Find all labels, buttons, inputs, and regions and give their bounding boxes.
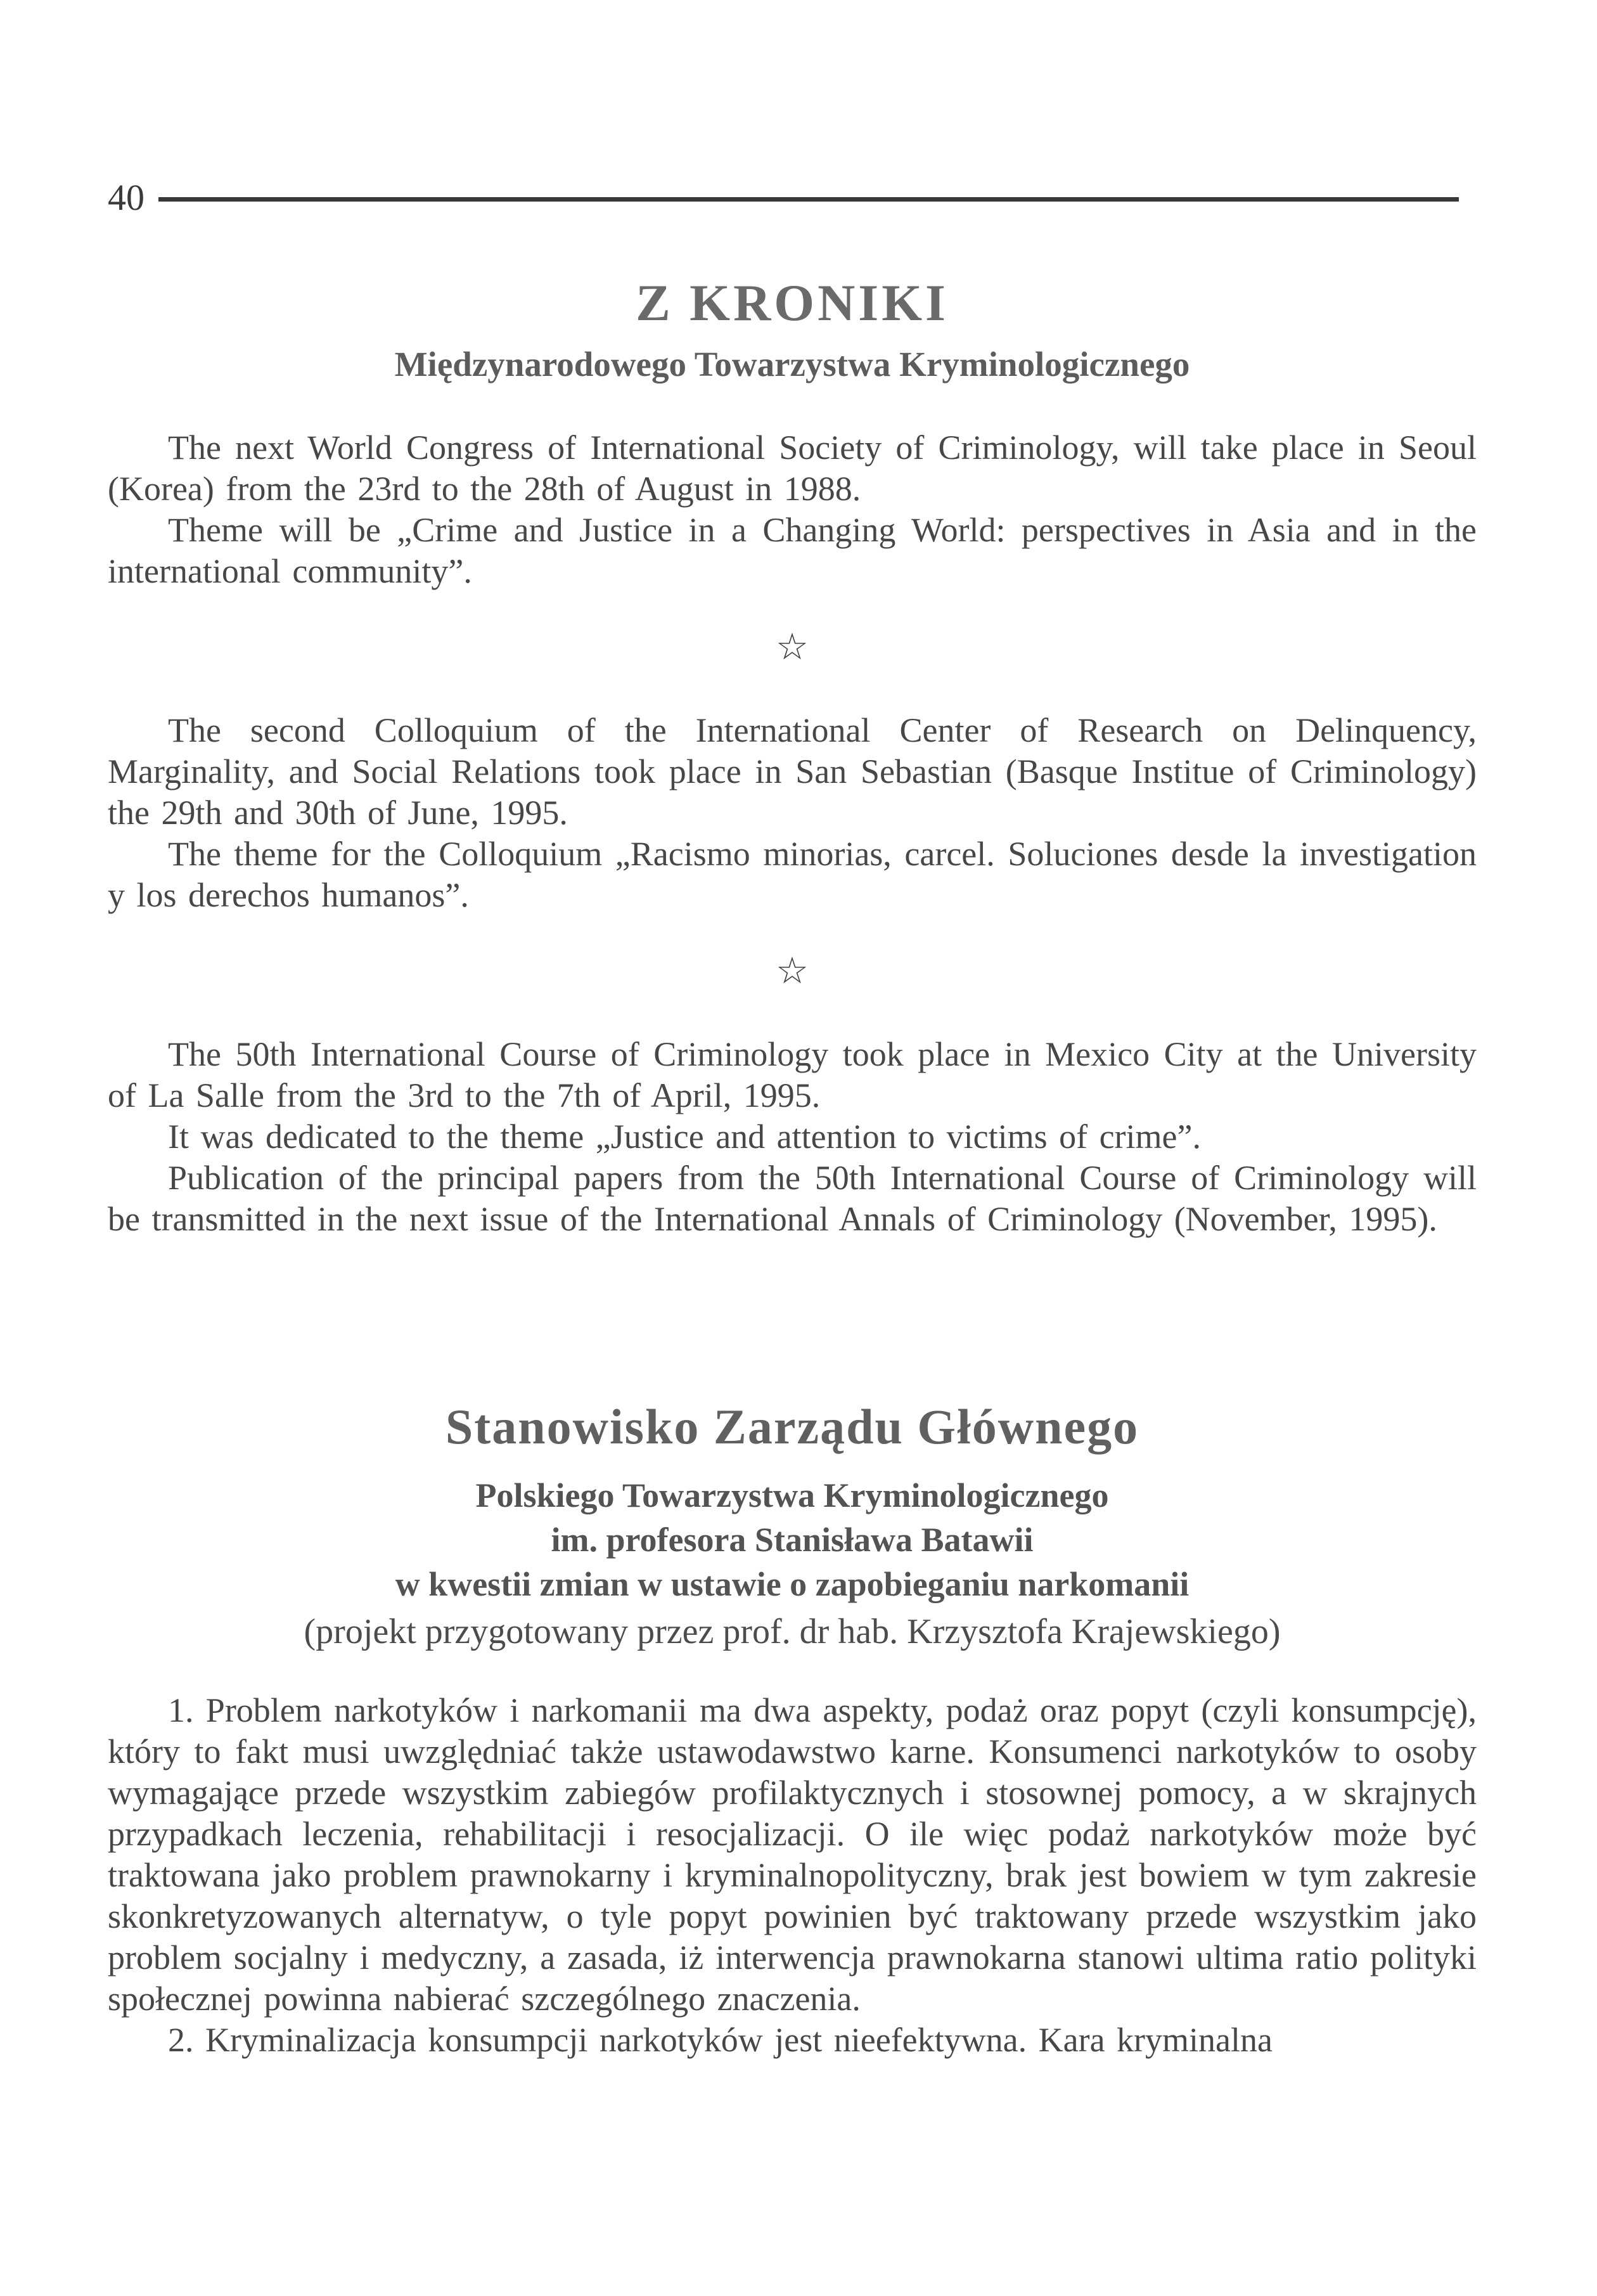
paragraph: The next World Congress of International Society of Criminology, will take place in Seoul (Korea) from the 23rd to the 28th of August in 1988. [108, 429, 1477, 508]
page-number: 40 [108, 177, 144, 218]
star-divider-icon: ☆ [776, 950, 809, 992]
section-stanowisko [108, 1397, 1477, 2061]
stanowisko-byline: (projekt przygotowany przez prof. dr hab. Krzysztofa Krajewskiego) [304, 1611, 1281, 1651]
stanowisko-title: Stanowisko Zarządu Głównego [445, 1399, 1139, 1455]
paragraph: 1. Problem narkotyków i narkomanii ma dwa aspekty, podaż oraz popyt (czyli konsumpcję), który to fakt musi uwzględniać także ustawodawstwo karne. Konsumenci narkotyków to osoby wymagające przede wszystkim zabiegów profilaktycznych i stosownej pomocy, a w skrajnych przypadkach leczenia, rehabilitacji i resocjalizacji. O ile więc podaż narkotyków może być traktowana jako problem prawnokarny i kryminalnopolityczny, brak jest bowiem w tym zakresie skonkretyzowanych alternatyw, o tyle popyt powinien być traktowany przede wszystkim jako problem socjalny i medyczny, a zasada, iż interwencja prawnokarna stanowi ultima ratio polityki społecznej powinna nabierać szczególnego znaczenia. [108, 1691, 1477, 2018]
paragraph: The theme for the Colloquium „Racismo minorias, carcel. Soluciones desde la investigation y los derechos humanos”. [108, 835, 1477, 915]
section-kronika [108, 273, 1477, 1240]
star-divider-icon: ☆ [776, 626, 809, 668]
paragraph: The 50th International Course of Criminology took place in Mexico City at the University of La Salle from the 3rd to the 7th of April, 1995. [108, 1035, 1477, 1115]
stanowisko-subtitles [108, 1473, 1477, 1606]
paragraph: Theme will be „Crime and Justice in a Changing World: perspectives in Asia and in the international community”. [108, 511, 1477, 591]
paragraph: The second Colloquium of the International Center of Research on Delinquency, Marginality, and Social Relations took place in San Sebastian (Basque Institue of Criminology) the 29th and 30th of June, 1995. [108, 711, 1477, 832]
stanowisko-subtitle-line: im. profesora Stanisława Batawii [551, 1520, 1034, 1559]
news-block-1 [108, 427, 1477, 592]
stanowisko-body [108, 1690, 1477, 2061]
paragraph: Publication of the principal papers from the 50th International Course of Criminology will be transmitted in the next issue of the International Annals of Criminology (November, 1995). [108, 1159, 1477, 1239]
news-block-3 [108, 1034, 1477, 1240]
news-block-2 [108, 710, 1477, 916]
stanowisko-subtitle-line: Polskiego Towarzystwa Kryminologicznego [475, 1476, 1109, 1514]
paragraph: 2. Kryminalizacja konsumpcji narkotyków jest nieefektywna. Kara kryminalna [168, 2020, 1273, 2059]
header-rule [158, 197, 1459, 202]
kronika-subtitle: Międzynarodowego Towarzystwa Kryminologicznego [394, 345, 1190, 384]
page-header [108, 0, 1477, 216]
kronika-title: Z KRONIKI [636, 274, 949, 332]
paragraph: It was dedicated to the theme „Justice and attention to victims of crime”. [168, 1118, 1201, 1156]
stanowisko-subtitle-line: w kwestii zmian w ustawie o zapobieganiu narkomanii [395, 1564, 1190, 1603]
